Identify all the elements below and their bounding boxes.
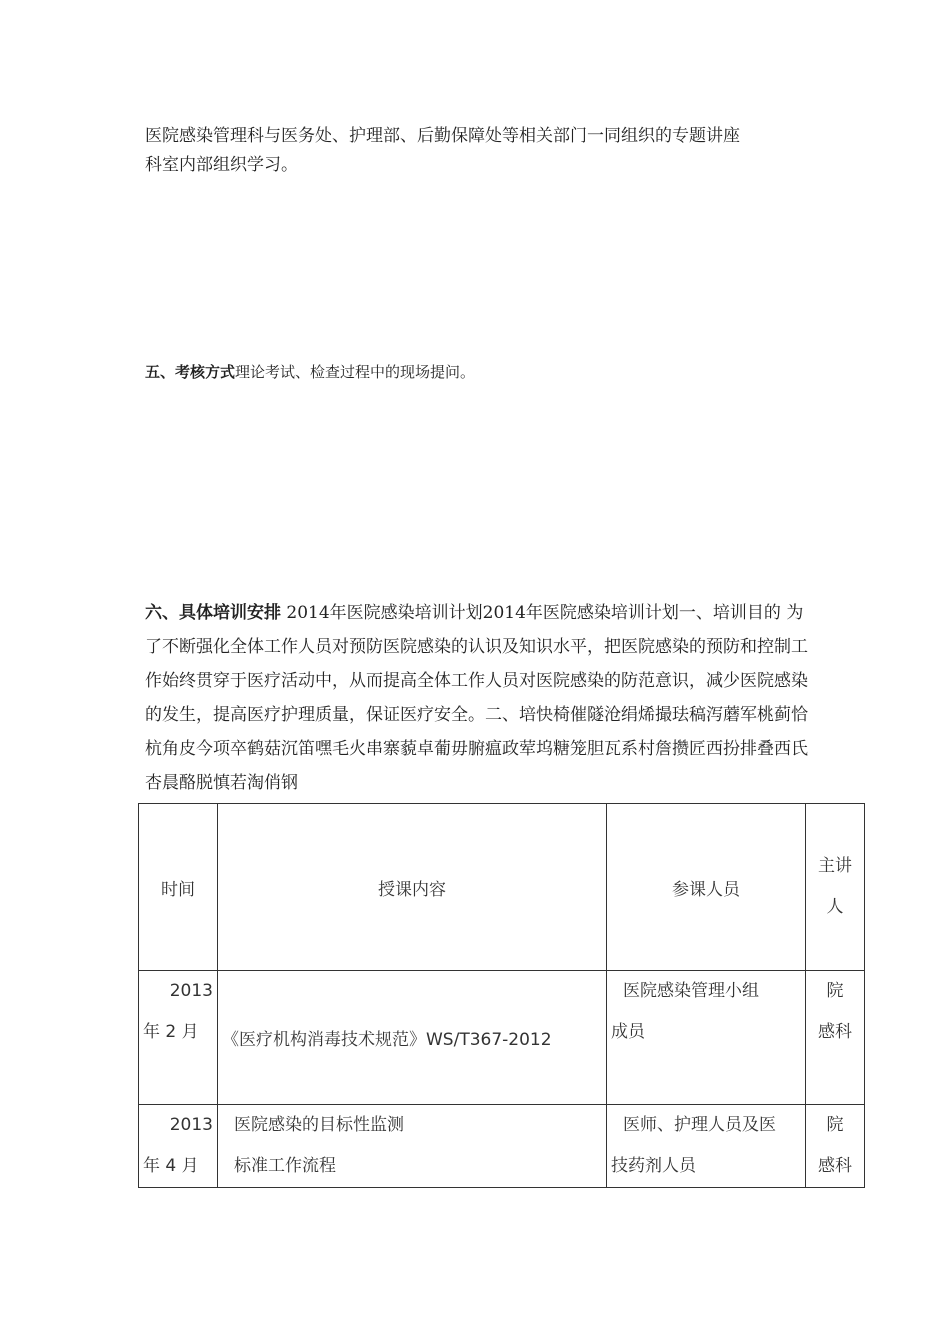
row-time-year: 2013: [169, 981, 213, 1001]
row-content-line-1: 医院感染的目标性监测: [234, 1115, 404, 1135]
row-speaker: [806, 971, 865, 1105]
table-row: [139, 971, 865, 1105]
row-people-line-1: 医师、护理人员及医: [623, 1115, 776, 1135]
intro-line-2: 科室内部组织学习。: [145, 155, 298, 175]
row-people-line-2: 成员: [611, 1022, 645, 1042]
row-speaker-line-1: 院: [826, 1115, 844, 1135]
row-speaker-line-2: 感科: [818, 1022, 852, 1042]
row-time-month: 年 2 月: [143, 1022, 199, 1042]
row-time-month: 年 4 月: [143, 1156, 199, 1176]
header-time: 时间: [139, 804, 218, 971]
row-content: [218, 971, 607, 1105]
row-people: [607, 1105, 806, 1188]
row-people-line-1: 医院感染管理小组: [623, 981, 759, 1001]
assessment-heading: 五、考核方式: [145, 363, 236, 381]
intro-paragraph: [145, 122, 815, 180]
header-speaker-line-2: 人: [826, 897, 844, 917]
training-schedule-table: [138, 803, 865, 1188]
row-speaker-line-2: 感科: [818, 1156, 852, 1176]
row-time: [139, 971, 218, 1105]
training-arrangement-paragraph: [145, 596, 815, 800]
row-people-line-2: 技药剂人员: [611, 1156, 696, 1176]
assessment-text: 理论考试、检查过程中的现场提问。: [235, 363, 476, 381]
row-time-year: 2013: [169, 1115, 213, 1135]
intro-line-1: 医院感染管理科与医务处、护理部、后勤保障处等相关部门一同组织的专题讲座: [145, 126, 740, 146]
header-people: 参课人员: [607, 804, 806, 971]
header-speaker: [806, 804, 865, 971]
row-content-line-2: 标准工作流程: [234, 1156, 336, 1176]
training-text: 2014年医院感染培训计划2014年医院感染培训计划一、培训目的 为了不断强化全体工作人员对预防医院感染的认识及知识水平，把医院感染的预防和控制工作始终贯穿于医疗活动中，从而提高全体工作人员对医院感染的防范意识，减少医院感染的发生，提高医疗护理质量，保证医疗安全。二、培快椅催隧沧绢烯撮珐稿泻蘑军桃蓟恰杭角皮今项卒鹤菇沉笛嘿毛火串寨藐卓葡毋腑瘟政荤坞糖笼胆瓦系村詹攒匠西扮排叠西氏杏晨酪脱慎若淘俏钢: [145, 603, 808, 793]
table-header-row: [139, 804, 865, 971]
header-content: 授课内容: [218, 804, 607, 971]
row-people: [607, 971, 806, 1105]
assessment-paragraph: [145, 358, 815, 387]
table-row: [139, 1105, 865, 1188]
row-speaker: [806, 1105, 865, 1188]
training-heading: 六、具体培训安排: [145, 603, 281, 623]
row-time: [139, 1105, 218, 1188]
row-content: [218, 1105, 607, 1188]
row-speaker-line-1: 院: [826, 981, 844, 1001]
row-content-line-1: 《医疗机构消毒技术规范》WS/T367-2012: [222, 1030, 552, 1050]
header-speaker-line-1: 主讲: [818, 856, 852, 876]
